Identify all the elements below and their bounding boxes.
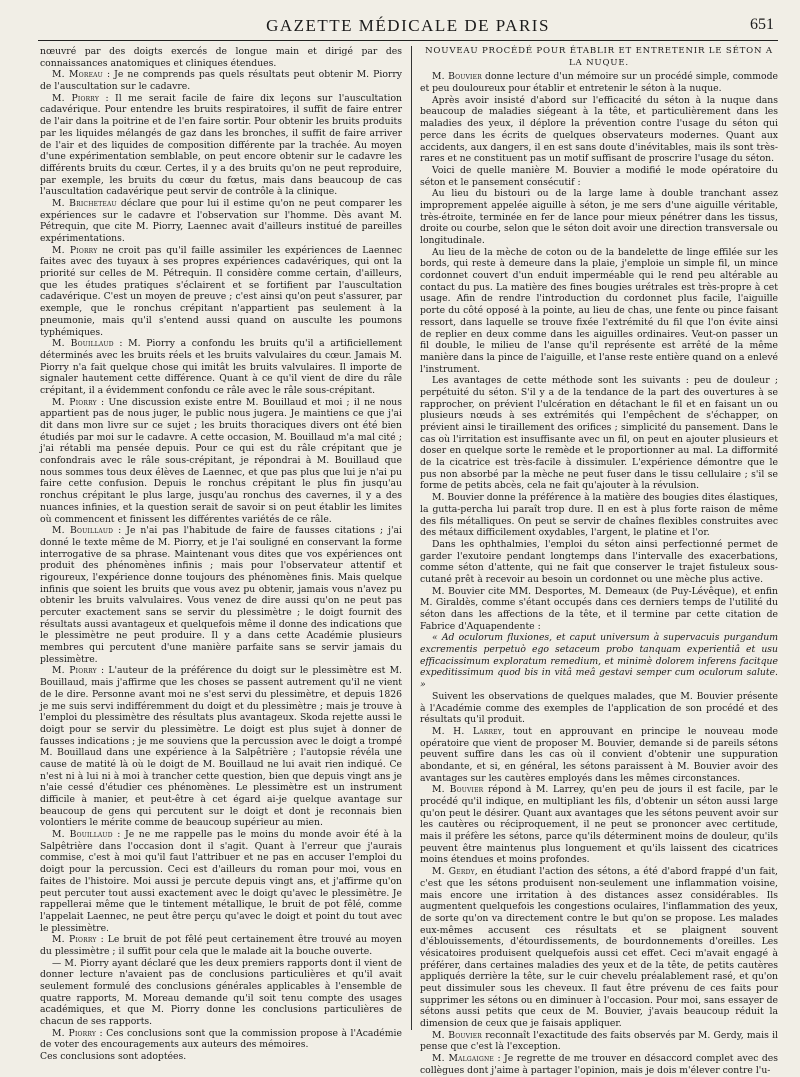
paragraph [420, 1030, 778, 1053]
paragraph [40, 934, 402, 957]
paragraph [420, 726, 778, 784]
left-column [40, 46, 402, 1063]
paragraph-text: « Ad oculorum fluxiones, et caput universum à supervacuis purgandum excrementis perpetuò ego setaceum probo tanquam experientiâ et usu efficacissimum exploratum remedium, et minimè dolorem inferens facitque expeditissimum quod bis in vitâ meâ gestavi semper cum oculorum salute. » [420, 632, 778, 691]
paragraph-text: : Je ne comprends pas quels résultats peut obtenir M. Piorry de l'auscultation sur le cadavre. [40, 69, 402, 93]
right-column [420, 46, 779, 1076]
paragraph [40, 93, 402, 198]
paragraph-text: : Je ne me rappelle pas le moins du monde avoir été à la Salpêtrière dans l'occasion dont il s'agit. Quant à l'erreur que j'aurais commise, c'est à moi qu'il faut l'attribuer et ne pas en accuser l'emploi du doigt pour la percussion. Ceci est d'ailleurs du roman pour moi, vous en faites de l'histoire. Moi aussi je percute depuis vingt ans, et j'affirme qu'on peut percuter tout aussi exactement avec le doigt qu'avec le plessimètre. Je rappellerai même que le tintement métallique, le bruit de pot fêlé, comme l'appelait Laennec, ne peut être perçu qu'avec le doigt et point du tout avec le plessimètre. [40, 829, 402, 934]
paragraph-text: Dans les ophthalmies, l'emploi du séton ainsi perfectionné permet de garder l'exutoire pendant longtemps dans l'intervalle des exacerbations, comme séton d'attente, qui ne fait que conserver le trajet fistuleux sous-cutané prêt à recevoir au besoin un cordonnet ou une mèche plus active. [420, 538, 778, 585]
paragraph [40, 958, 402, 1028]
paragraph [40, 525, 402, 665]
paragraph [40, 397, 402, 526]
paragraph-text: ne croit pas qu'il faille assimiler les expériences de Laennec faites avec des tuyaux à ses propres expériences cadavériques, qui ont la priorité sur celles de M. Pétrequin. Il considère comme certain, d'ailleurs, que les études pratiques s'éclairent et se fortifient par l'auscultation cadavérique. C'est un moyen de preuve ; c'est ainsi qu'on peut s'assurer, par exemple, que le ronchus crépitant n'appartient pas seulement à la pneumonie, mais qu'il s'entend aussi quand on ausculte les poumons typhémiques. [40, 244, 402, 338]
paragraph [420, 188, 778, 246]
paragraph-text: nœuvré par des doigts exercés de longue main et dirigé par des connaissances anatomiques et cliniques étendues. [40, 46, 402, 69]
paragraph-text: reconnaît l'exactitude des faits observés par M. Gerdy, mais il pense que c'est là l'exception. [420, 1029, 778, 1053]
paragraph-text: : L'auteur de la préférence du doigt sur le plessimètre est M. Bouillaud, mais j'affirme que les choses se passent autrement qu'il ne vient de le dire. Personne avant moi ne s'est servi du plessimètre, et depuis 1826 je me suis servi indifféremment du doigt et du plessimètre ; mais je trouve à l'emploi du plessimètre des résultats plus avantageux. Skoda rejette aussi le doigt pour se servir du plessimètre. Le doigt est plus sujet à donner de fausses indications ; je me souviens que la percussion avec le doigt a trompé M. Bouillaud dans une expérience à la Salpêtrière ; l'autopsie révéla une cause de matité là où le doigt de M. Bouillaud ne lui avait rien indiqué. Ce n'est ni à lui ni à moi à trancher cette question, bien que depuis vingt ans je n'aie cessé d'étudier ces phénomènes. Le plessimètre est un instrument difficile à manier, et peut-être à cet égard ai-je quelque avantage sur beaucoup de gens qui percutent sur le doigt et dont je reconnais bien volontiers le mérite comme de beaucoup supérieur au mien. [40, 665, 402, 829]
paragraph [420, 492, 778, 539]
paragraph [40, 1051, 402, 1063]
speaker-name: M. Piorry [52, 244, 98, 256]
paragraph-text: : Je n'ai pas l'habitude de faire de fausses citations ; j'ai donné le texte même de M. Piorry, et je l'ai souligné en conservant la forme interrogative de sa phrase. Maintenant vous dites que vos expériences ont produit des phénomènes infinis ; mais pour l'observateur attentif et rigoureux, l'expérience donne toujours des phénomènes finis. Mais quelque infinis que soient les bruits que vous avez pu obtenir, jamais vous n'avez pu obtenir les bruits valvulaires. Vous venez de dire aussi qu'on ne peut pas percuter exactement sans se servir du plessimètre ; le doigt fournit des résultats aussi avantageux et quelquefois même il donne des indications que le plessimètre ne peut produire. Il y a dans cette Académie plusieurs membres qui percutent d'une manière parfaite sans se servir jamais du plessimètre. [40, 525, 402, 665]
paragraph-text: Au lieu du bistouri ou de la large lame à double tranchant assez improprement appelée aiguille à séton, je me sers d'une aiguille véritable, très-étroite, terminée en fer de lance pour mieux pénétrer dans les tissus, droite ou courbe, selon que le séton doit avoir une direction transversale ou longitudinale. [420, 188, 778, 246]
speaker-name: M. Piorry [52, 665, 97, 677]
paragraph [40, 245, 402, 339]
speaker-name: M. Malgaigne [432, 1053, 494, 1065]
paragraph [420, 586, 778, 633]
paragraph-text: : Ces conclusions sont que la commission propose à l'Académie de voter des encouragements aux auteurs des mémoires. [40, 1027, 402, 1051]
paragraph [420, 784, 778, 866]
paragraph [420, 866, 778, 1030]
speaker-name: M. Piorry [52, 1027, 97, 1039]
paragraph-text: Ces conclusions sont adoptées. [40, 1051, 187, 1063]
paragraph [40, 46, 402, 69]
speaker-name: M. Bouvier [432, 784, 484, 796]
paragraph-text: : Une discussion existe entre M. Bouillaud et moi ; il ne nous appartient pas de nous juger, le public nous jugera. Je maintiens ce que j'ai dit dans mon livre sur ce sujet ; les bruits thoraciques divers ont été bien étudiés par moi sur le cadavre. A cette occasion, M. Bouillaud m'a mal cité ; j'ai rétabli ma pensée depuis. Pour ce qui est du râle crépitant que je confondrais avec le râle sous-crépitant, je répondrai à M. Bouillaud que nous sommes tous deux élèves de Laennec, et que pas plus que lui je n'ai pu faire cette confusion. Depuis le ronchus crépitant le plus fin jusqu'au ronchus crépitant le plus large, jusqu'au ronchus des cavernes, il y a des nuances infinies, et la question serait de savoir si on peut établir les limites où commencent et finissent les différentes variétés de ce râle. [40, 396, 402, 525]
paragraph [420, 165, 778, 188]
page-number: 651 [750, 16, 774, 33]
paragraph-text: Suivent les observations de quelques malades, que M. Bouvier présente à l'Académie comme des exemples de l'application de son procédé et des résultats qu'il produit. [420, 690, 778, 726]
paragraph-text: : Je regrette de me trouver en désaccord complet avec des collègues dont j'aime à partager l'opinion, mais je dois m'élever contre l'u- [420, 1053, 778, 1076]
paragraph [420, 691, 778, 726]
speaker-name: M. Piorry [52, 92, 100, 104]
section-heading: NOUVEAU PROCÉDÉ POUR ÉTABLIR ET ENTRETENIR LE SÉTON A LA NUQUE. [425, 46, 773, 68]
speaker-name: M. Bouvier [432, 71, 482, 83]
paragraph [420, 632, 778, 690]
speaker-name: M. Bouillaud [52, 338, 114, 350]
paragraph [40, 69, 402, 92]
paragraph-text: Après avoir insisté d'abord sur l'efficacité du séton à la nuque dans beaucoup de maladies siégeant à la tête, et particulièrement dans les maladies des yeux, il déplore la prévention contre l'usage du séton qui perce dans les écrits de quelques observateurs modernes. Quant aux accidents, aux dangers, il en est sans doute d'inévitables, mais ils sont très-rares et ne constituent pas un motif suffisant de proscrire l'usage du séton. [420, 94, 778, 165]
paragraph-text: — M. Piorry ayant déclaré que les deux premiers rapports dont il vient de donner lecture n'avaient pas de conclusions particulières et qu'il avait seulement formulé des conclusions générales applicables à l'ensemble de quatre rapports, M. Moreau demande qu'il soit tenu compte des usages académiques, et que M. Piorry donne les conclusions particulières de chacun de ses rapports. [40, 957, 402, 1028]
page-header [38, 14, 778, 41]
paragraph-text: déclare que pour lui il estime qu'on ne peut comparer les expériences sur le cadavre et l'observation sur l'homme. Dès avant M. Pétrequin, que cite M. Piorry, Laennec avait d'ailleurs institué de pareilles expérimentations. [40, 197, 402, 244]
speaker-name: M. Bouillaud [52, 525, 114, 537]
paragraph-text: Au lieu de la mèche de coton ou de la bandelette de linge effilée sur les bords, qui reste à demeure dans la plaie, j'emploie un simple fil, un mince cordonnet couvert d'un enduit imperméable qui le rend peu altérable au contact du pus. La matière des fines bougies urétrales est très-propre à cet usage. Afin de rendre l'introduction du cordonnet plus facile, l'aiguille porte du côté opposé à la pointe, au lieu de chas, une fente ou pince faisant ressort, dans laquelle se trouve fixée l'extrémité du fil que l'on évite ainsi de replier en deux comme dans les aiguilles ordinaires. Veut-on passer un fil double, le milieu de l'anse qu'il représente est arrêté de la même manière dans la pince de l'aiguille, et l'anse reste entière quand on a enlevé l'instrument. [420, 246, 779, 375]
journal-title: GAZETTE MÉDICALE DE PARIS [266, 16, 550, 35]
paragraph-text: Voici de quelle manière M. Bouvier a modifié le mode opératoire du séton et le pansement consécutif : [420, 164, 778, 188]
speaker-name: M. Bouillaud [52, 829, 113, 841]
paragraph-text: : Il me serait facile de faire dix leçons sur l'auscultation cadavérique. Pour entendre les bruits respiratoires, il suffit de faire entrer de l'air dans la poitrine et de l'en faire sortir. Pour obtenir les bruits produits par les liquides mélangés de gaz dans les bronches, il suffit de faire arriver de l'air et des liquides de composition différente par la trachée. Au moyen d'une expérimentation semblable, on peut encore obtenir sur le cadavre les différents bruits du cœur. Certes, il y a des bruits qu'on ne peut reproduire, par exemple, les bruits du cœur du fœtus, mais dans beaucoup de cas l'auscultation cadavérique peut servir de contrôle à la clinique. [40, 92, 402, 198]
paragraph [420, 539, 778, 586]
speaker-name: M. Piorry [52, 934, 97, 946]
paragraph [40, 829, 402, 934]
paragraph-text: donne lecture d'un mémoire sur un procédé simple, commode et peu douloureux pour établir et entretenir le séton à la nuque. [420, 71, 778, 95]
speaker-name: M. Moreau [52, 69, 103, 81]
paragraph [420, 71, 778, 94]
paragraph [40, 1028, 402, 1051]
paragraph-text: M. Bouvier cite MM. Desportes, M. Demeaux (de Puy-Lévêque), et enfin M. Giraldès, comme s'étant occupés dans ces derniers temps de l'utilité du séton dans les affections de la tête, et il termine par cette citation de Fabrice d'Aquapendente : [420, 585, 778, 632]
paragraph-text: Les avantages de cette méthode sont les suivants : peu de douleur ; perpétuité du séton. S'il y a de la tendance de la part des ouvertures à se rapprocher, on prévient l'ulcération en détachant le fil et en faisant un ou plusieurs nœuds à ses extrémités qui l'empêchent de s'échapper, on prévient ainsi le tiraillement des orifices ; simplicité du pansement. Dans le cas où l'irritation est insuffisante avec un fil, on peut en ajouter plusieurs et doser en quelque sorte le remède et le proportionner au mal. La difformité de la cicatrice est très-facile à dissimuler. L'expérience démontre que le pus non absorbé par la mèche ne peut fuser dans le tissu cellulaire ; s'il se forme de petits abcès, cela ne fait qu'ajouter à la révulsion. [420, 375, 778, 492]
paragraph-text: M. Bouvier donne la préférence à la matière des bougies dites élastiques, la gutta-percha lui paraît trop dure. Il en est à plus forte raison de même des fils métalliques. On peut se servir de chaînes flexibles construites avec des métaux difficilement oxydables, l'argent, le platine et l'or. [420, 492, 778, 539]
paragraph-text: , tout en approuvant en principe le nouveau mode opératoire que vient de proposer M. Bouvier, demande si de pareils sétons peuvent suffire dans les cas où il convient d'obtenir une suppuration abondante, et si, en général, les sétons paraissent à M. Bouvier avoir des avantages sur les cautères employés dans les mêmes circonstances. [420, 725, 778, 784]
paragraph [40, 338, 402, 396]
paragraph-text: répond à M. Larrey, qu'en peu de jours il est facile, par le procédé qu'il indique, en multipliant les fils, d'obtenir un séton aussi large qu'on peut le désirer. Quant aux avantages que les sétons peuvent avoir sur les cautères ou réciproquement, il ne peut se prononcer avec certitude, mais il préfère les sétons, parce qu'ils déterminent moins de douleur, qu'ils peuvent être maintenus plus longuement et qu'ils laissent des cicatrices moins étendues et moins profondes. [420, 784, 778, 866]
paragraph [40, 665, 402, 829]
speaker-name: M. Gerdy [432, 866, 475, 878]
speaker-name: M. Piorry [52, 396, 97, 408]
speaker-name: M. H. Larrey [432, 725, 502, 737]
paragraph [420, 247, 778, 376]
paragraph [420, 375, 778, 492]
speaker-name: M. Bouvier [432, 1029, 483, 1041]
paragraph [420, 95, 778, 165]
paragraph [40, 198, 402, 245]
paragraph-text: : M. Piorry a confondu les bruits qu'il a artificiellement déterminés avec les bruits réels et les bruits valvulaires du cœur. Jamais M. Piorry n'a fait quelque chose qui imitât les bruits valvulaires. Il importe de signaler hautement cette différence. Quant à ce qu'il vient de dire du râle crépitant, il a évidemment confondu ce râle avec le râle sous-crépitant. [40, 338, 402, 396]
paragraph [420, 1053, 778, 1076]
column-divider [411, 46, 412, 1030]
speaker-name: M. Bricheteau [52, 197, 117, 209]
paragraph-text: : Le bruit de pot fêlé peut certainement être trouvé au moyen du plessimètre ; il suffit pour cela que le malade ait la bouche ouverte. [40, 934, 402, 957]
paragraph-text: , en étudiant l'action des sétons, a été d'abord frappé d'un fait, c'est que les sétons produisent non-seulement une inflammation voisine, mais encore une irritation à des distances assez considérables. Ils augmentent quelquefois les congestions oculaires, l'inflammation des yeux, de sorte qu'on va directement contre le but qu'on se propose. Les malades eux-mêmes accusent ces résultats et se plaignent souvent d'éblouissements, d'étourdissements, de bourdonnements d'oreilles. Les vésicatoires produisent quelquefois aussi cet effet. Ceci m'avait engagé à préférer, dans certaines maladies des yeux et de la tête, de petits cautères appliqués derrière la tête, sur le cuir chevelu préalablement rasé, et qu'on peut dissimuler sous les cheveux. Il faut être prévenu de ces faits pour supprimer les sétons ou en diminuer à l'occasion. Pour moi, sans essayer de sétons aussi petits que ceux de M. Bouvier, j'avais beaucoup réduit la dimension de ceux que je faisais appliquer. [420, 866, 778, 1030]
